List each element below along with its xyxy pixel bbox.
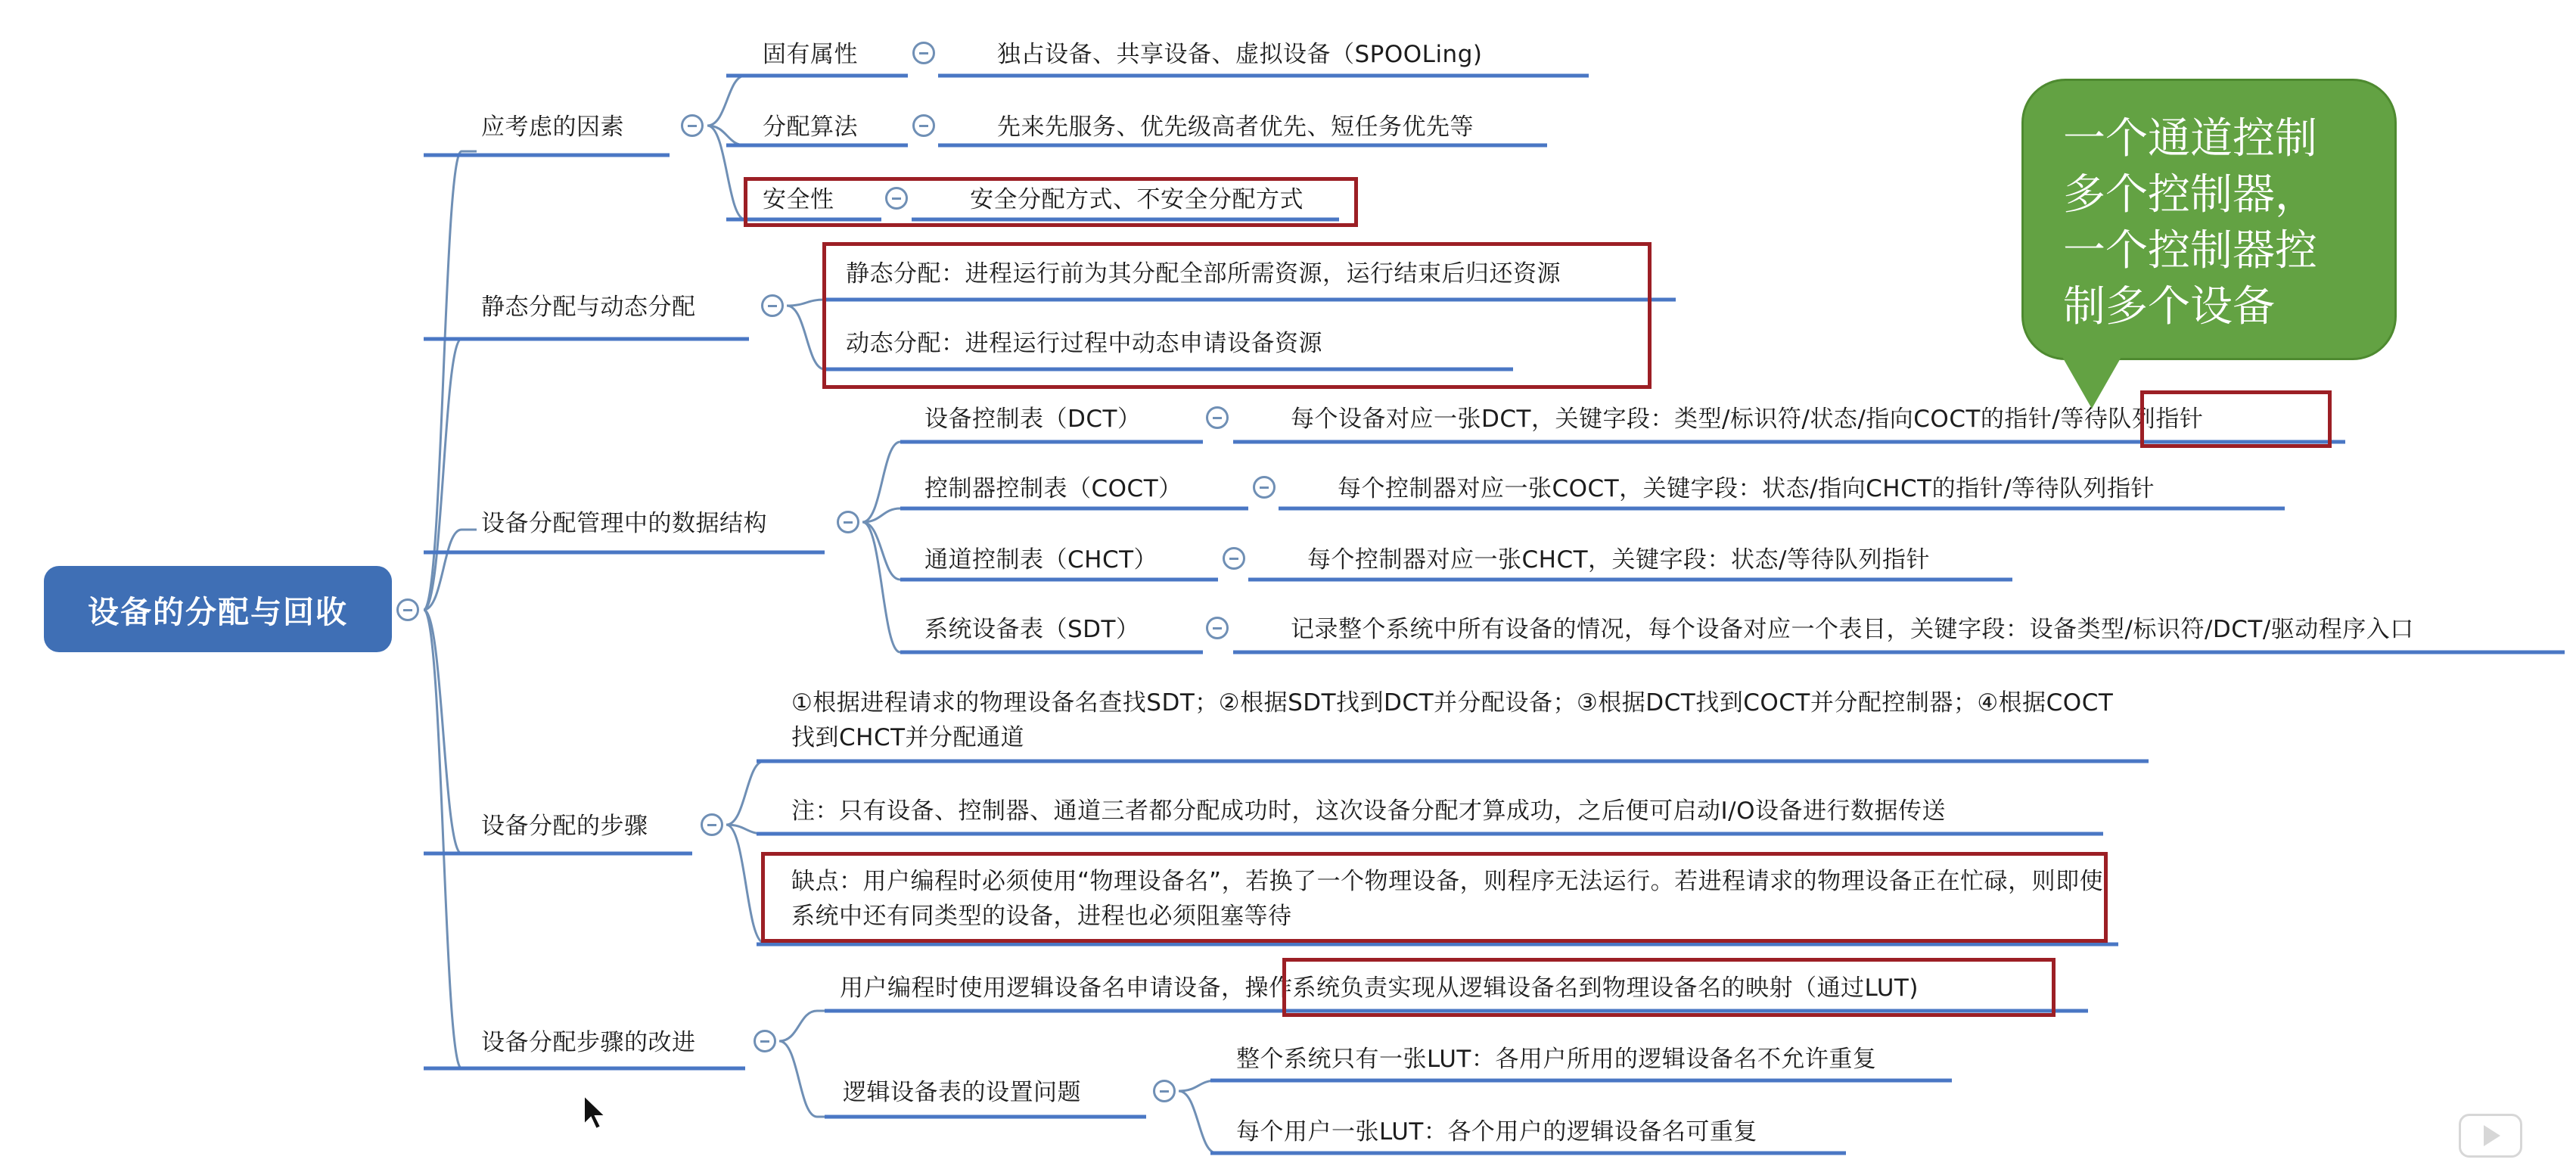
branch-data-structures-label[interactable]: 设备分配管理中的数据结构 <box>481 510 767 537</box>
logical-name-text: 用户编程时使用逻辑设备名申请设备，操作系统负责实现从逻辑设备名到物理设备名的映射（通过LUT) <box>840 975 1919 1002</box>
play-icon[interactable] <box>2459 1114 2522 1158</box>
static-alloc-text: 静态分配：进程运行前为其分配全部所需资源，运行结束后归还资源 <box>846 260 1561 288</box>
root-connector <box>424 339 477 610</box>
factor-connector <box>707 126 757 145</box>
node-lut-setting[interactable]: 逻辑设备表的设置问题 <box>843 1079 1081 1106</box>
node-lut-setting-collapse-icon[interactable] <box>1153 1080 1176 1102</box>
root-label: 设备的分配与回收 <box>88 593 348 630</box>
node-inherent-attr-detail: 独占设备、共享设备、虚拟设备（SPOOLing) <box>997 41 1483 68</box>
branch-static-dynamic-label[interactable]: 静态分配与动态分配 <box>481 294 696 321</box>
node-coct-detail: 每个控制器对应一张COCT，关键字段：状态/指向CHCT的指针/等待队列指针 <box>1338 475 2155 502</box>
node-inherent-attr-collapse-icon[interactable] <box>912 42 935 64</box>
dynamic-alloc-text: 动态分配：进程运行过程中动态申请设备资源 <box>846 330 1322 357</box>
data-structure-connector <box>862 522 915 652</box>
node-safety[interactable]: 安全性 <box>763 186 834 213</box>
alloc-steps-text: ①根据进程请求的物理设备名查找SDT；②根据SDT找到DCT并分配设备；③根据DCT找到COCT并分配控制器；④根据COCT找到CHCT并分配通道 <box>791 689 2114 751</box>
node-sdt-detail: 记录整个系统中所有设备的情况，每个设备对应一个表目，关键字段：设备类型/标识符/DCT/驱动程序入口 <box>1291 616 2414 643</box>
node-chct[interactable]: 通道控制表（CHCT） <box>924 546 1158 574</box>
alloc-drawback-text: 缺点：用户编程时必须使用“物理设备名”，若换了一个物理设备，则程序无法运行。若进程请求的物理设备正在忙碌，则即使系统中还有同类型的设备，进程也必须阻塞等待 <box>791 868 2104 930</box>
highlight-box-wait-queue <box>2140 390 2332 448</box>
branch-factors-label[interactable]: 应考虑的因素 <box>481 113 624 141</box>
root-collapse-icon[interactable] <box>396 598 419 621</box>
factor-connector <box>707 76 757 126</box>
root-node[interactable] <box>44 566 392 652</box>
branch-alloc-steps-label[interactable]: 设备分配的步骤 <box>481 813 648 840</box>
highlight-box-safety <box>744 177 1358 227</box>
node-safety-detail: 安全分配方式、不安全分配方式 <box>970 186 1304 213</box>
alloc-note-text: 注：只有设备、控制器、通道三者都分配成功时，这次设备分配才算成功，之后便可启动I/O设备进行数据传送 <box>791 797 1946 825</box>
branch-alloc-steps-collapse-icon[interactable] <box>701 813 723 836</box>
branch-improvement-label[interactable]: 设备分配步骤的改进 <box>481 1029 696 1056</box>
improvement-connector <box>779 1041 825 1117</box>
node-sdt-collapse-icon[interactable] <box>1206 617 1229 639</box>
mouse-cursor-icon <box>583 1094 608 1130</box>
highlight-box-mapping <box>1282 958 2056 1017</box>
node-chct-detail: 每个控制器对应一张CHCT，关键字段：状态/等待队列指针 <box>1307 546 1930 574</box>
highlight-box-static-dynamic <box>822 242 1652 389</box>
callout-bubble <box>2021 79 2397 360</box>
branch-factors-collapse-icon[interactable] <box>681 114 704 137</box>
improvement-connector <box>779 1011 825 1041</box>
node-dct-detail: 每个设备对应一张DCT，关键字段：类型/标识符/状态/指向COCT的指针/等待队列指针 <box>1291 406 2204 433</box>
callout-text: 一个通道控制 多个控制器， 一个控制器控 制多个设备 <box>2063 114 2317 331</box>
node-inherent-attr[interactable]: 固有属性 <box>763 41 858 68</box>
branch-static-dynamic-collapse-icon[interactable] <box>761 294 784 317</box>
node-coct-collapse-icon[interactable] <box>1253 476 1276 499</box>
node-alloc-algo-collapse-icon[interactable] <box>912 114 935 137</box>
node-sdt[interactable]: 系统设备表（SDT） <box>924 616 1140 643</box>
branch-data-structures-collapse-icon[interactable] <box>837 511 859 533</box>
node-alloc-algo-detail: 先来先服务、优先级高者优先、短任务优先等 <box>997 113 1474 141</box>
root-connector <box>424 610 477 1068</box>
lut-connector <box>1179 1091 1226 1153</box>
node-dct-collapse-icon[interactable] <box>1206 406 1229 429</box>
node-chct-collapse-icon[interactable] <box>1223 547 1245 570</box>
steps-connector <box>726 761 779 825</box>
lut-single-text: 整个系统只有一张LUT：各用户所用的逻辑设备名不允许重复 <box>1236 1046 1877 1073</box>
branch-improvement-collapse-icon[interactable] <box>754 1030 776 1052</box>
lut-per-user-text: 每个用户一张LUT：各个用户的逻辑设备名可重复 <box>1236 1118 1757 1146</box>
callout-tail <box>2062 356 2122 409</box>
node-alloc-algo[interactable]: 分配算法 <box>763 113 858 141</box>
node-coct[interactable]: 控制器控制表（COCT） <box>924 475 1182 502</box>
highlight-box-drawback <box>761 852 2108 943</box>
node-dct[interactable]: 设备控制表（DCT） <box>924 406 1142 433</box>
